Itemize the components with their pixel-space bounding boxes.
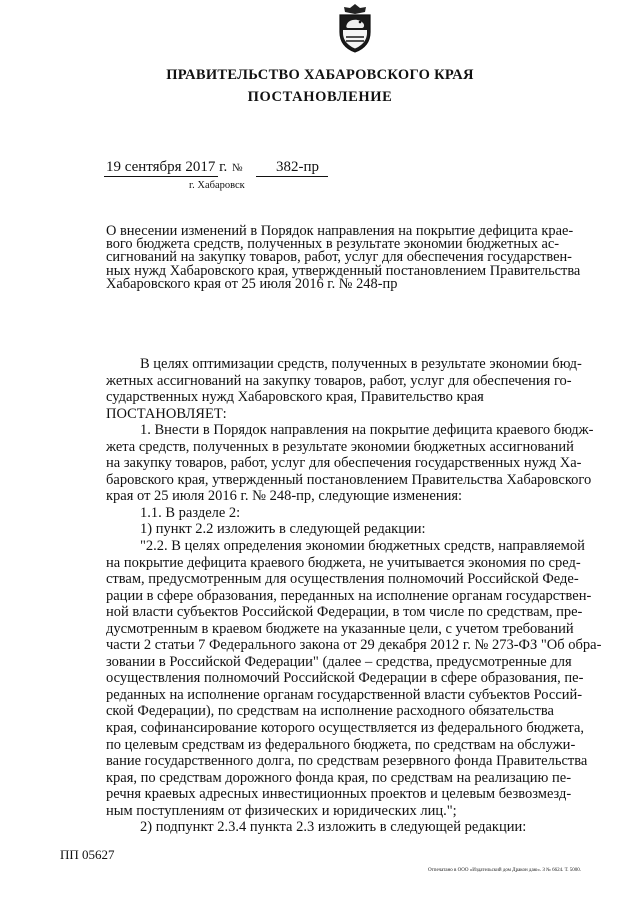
body-line: дусмотренным в краевом бюджете на указанные цели, с учетом требований	[106, 620, 574, 637]
subject-line: О внесении изменений в Порядок направления на покрытие дефицита крае-	[106, 223, 574, 239]
organization-title: ПРАВИТЕЛЬСТВО ХАБАРОВСКОГО КРАЯ	[166, 67, 474, 83]
body-line: края от 25 июля 2016 г. № 248-пр, следующие изменения:	[106, 488, 463, 505]
document-date: 19 сентября 2017 г.	[106, 159, 228, 175]
body-line: ствам, предусмотренным для осуществления полномочий Российской Феде-	[106, 571, 579, 588]
body-line: осуществления полномочий Российской Федерации в сфере образования, пе-	[106, 670, 584, 687]
document-number: 382-пр	[276, 159, 320, 175]
body-line: ской Федерации), по средствам на исполнение расходного обязательства	[106, 703, 554, 720]
body-line: на покрытие дефицита краевого бюджета, не учитывается экономия по сред-	[106, 554, 581, 571]
body-line: речня краевых адресных инвестиционных проектов и целевым безвозмезд-	[106, 786, 572, 803]
body-line: "2.2. В целях определения экономии бюджетных средств, направляемой	[140, 538, 585, 555]
body-line: края, софинансирование которого осуществляется из федерального бюджета,	[106, 720, 585, 737]
body-line: реданных на исполнение органам государственной власти субъектов Россий-	[106, 686, 583, 703]
body-line: 2) подпункт 2.3.4 пункта 2.3 изложить в следующей редакции:	[140, 819, 527, 836]
body-line: В целях оптимизации средств, полученных в результате экономии бюд-	[140, 356, 582, 372]
document-subject	[106, 223, 581, 292]
date-underline	[104, 176, 218, 177]
body-line: ПОСТАНОВЛЯЕТ:	[106, 405, 227, 422]
document-code: ПП 05627	[60, 847, 115, 862]
body-line: 1) пункт 2.2 изложить в следующей редакции:	[140, 521, 426, 538]
subject-line: вого бюджета средств, полученных в результате экономии бюджетных ас-	[106, 236, 560, 253]
body-line: сударственных нужд Хабаровского края, Правительство края	[106, 389, 484, 406]
subject-line: Хабаровского края от 25 июля 2016 г. № 248-пр	[106, 275, 398, 292]
body-line: по целевым средствам из федерального бюджета, по средствам на обслужи-	[106, 736, 576, 753]
body-line: жета средств, полученных в результате экономии бюджетных ассигнований	[106, 438, 574, 455]
body-line: ной власти субъектов Российской Федерации, в том числе по средствам, пре-	[106, 604, 583, 621]
body-line: зовании в Российской Федерации" (далее – средства, предусмотренные для	[106, 653, 572, 670]
subject-line: сигнований на закупку товаров, работ, услуг для обеспечения государствен-	[106, 249, 572, 266]
document-body	[106, 356, 602, 836]
document-city: г. Хабаровск	[189, 180, 245, 191]
body-line: вание государственного долга, по средствам резервного фонда Правительства	[106, 753, 588, 770]
printer-note: Отпечатано в ООО «Издательский дом Дракон даю». З № 6624. Т. 5000.	[428, 868, 581, 873]
number-underline	[256, 176, 328, 177]
body-line: 1. Внести в Порядок направления на покрытие дефицита краевого бюдж-	[140, 422, 594, 439]
body-line: 1.1. В разделе 2:	[140, 504, 241, 521]
body-line: рации в сфере образования, переданных на исполнение органам государствен-	[106, 587, 592, 604]
body-line: части 2 статьи 7 Федерального закона от 29 декабря 2012 г. № 273-ФЗ "Об обра-	[106, 637, 602, 654]
body-line: края, по средствам дорожного фонда края, по средствам на реализацию пе-	[106, 769, 572, 786]
subject-line: ных нужд Хабаровского края, утвержденный постановлением Правительства	[106, 262, 581, 279]
number-sign: №	[232, 162, 243, 174]
document-type: ПОСТАНОВЛЕНИЕ	[247, 89, 393, 105]
body-line: ным поступлениям от физических и юридических лиц.";	[106, 802, 457, 819]
coat-of-arms-icon	[334, 2, 376, 54]
body-line: жетных ассигнований на закупку товаров, работ, услуг для обеспечения го-	[106, 372, 572, 389]
body-line: на закупку товаров, работ, услуг для обеспечения государственных нужд Ха-	[106, 455, 582, 472]
body-line: баровского края, утвержденный постановлением Правительства Хабаровского	[106, 471, 592, 488]
